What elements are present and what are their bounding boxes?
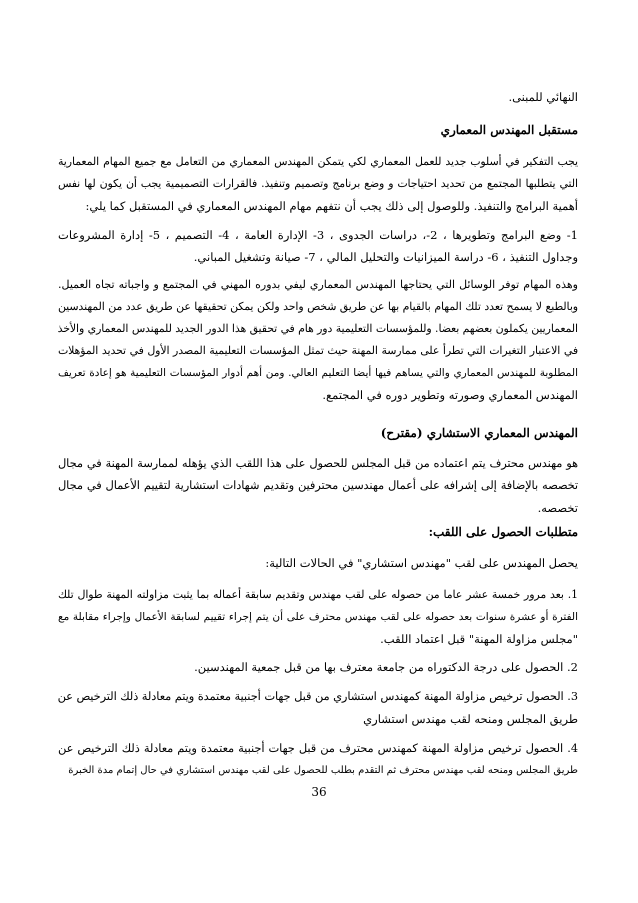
text-line: طريق المجلس ومنحه لقب مهندس استشاري bbox=[363, 712, 578, 726]
paragraph-education-role bbox=[58, 274, 578, 406]
text-line: وبالطبع لا يسمح تعدد تلك المهام بالقيام بها عن طريق شخص واحد ولكن يمكن تحقيقها عن طريق عدد من المهندسين bbox=[58, 300, 578, 313]
text-line: وجداول التنفيذ ، 6- دراسة الميزانيات والتحليل المالي ، 7- صيانة وتشغيل المباني. bbox=[193, 250, 578, 264]
text-line: التي يتطلبها المجتمع من تحديد احتياجات و وضع برنامج وتصميم وتنفيذ. فالقرارات التصميمية يجب أن يكون لها نفس bbox=[58, 177, 578, 190]
list-item-3 bbox=[58, 686, 578, 730]
text-line: 3. الحصول ترخيص مزاولة المهنة كمهندس استشاري من قبل جهات أجنبية معتمدة ويتم معادلة ذلك الترخيص عن bbox=[57, 690, 578, 703]
text-line: المهندس المعماري وصورته وتطوير دوره في المجتمع. bbox=[322, 388, 578, 402]
heading-future-architect: مستقبل المهندس المعماري bbox=[440, 123, 578, 137]
text-line: يجب التفكير في أسلوب جديد للعمل المعماري لكي يتمكن المهندس المعماري من التعامل مع جميع المهام المعمارية bbox=[58, 155, 578, 168]
page-number: 36 bbox=[311, 785, 327, 799]
list-item-1 bbox=[58, 584, 578, 650]
heading-consultant-architect: المهندس المعماري الاستشاري (مقترح) bbox=[380, 426, 578, 440]
paragraph-task-list bbox=[58, 224, 578, 268]
text-line: وهذه المهام توفر الوسائل التي يحتاجها المهندس المعماري ليفي بدوره المهني في المجتمع و واجباته تجاه العميل. bbox=[58, 278, 578, 291]
text-line: تخصصه بالإضافة إلى إشرافه على أعمال مهندسين محترفين وتقديم شهادات استشارية لتقييم الأعمال في مجال bbox=[58, 479, 578, 492]
text-line: هو مهندس محترف يتم اعتماده من قبل المجلس للحصول على هذا اللقب الذي يؤهله لممارسة المهنة في مجال bbox=[58, 457, 578, 470]
list-item-4 bbox=[58, 738, 578, 782]
text-line: 2. الحصول على درجة الدكتوراه من جامعة معترف بها من قبل جمعية المهندسين. bbox=[194, 660, 578, 674]
text-line: أهمية البرامج والتنفيذ. وللوصول إلى ذلك يجب أن نتفهم مهام المهندس المعماري في المستقبل كما يلي: bbox=[85, 199, 578, 213]
text-line: تخصصه. bbox=[537, 501, 578, 515]
text-line: "مجلس مزاولة المهنة" قبل اعتماد اللقب. bbox=[380, 632, 578, 646]
text-line: المطلوبة للمهندس المعماري والتي يساهم فيها أيضا التعليم العالي. ومن أهم أدوار المؤسسات التعليمية هو إعادة تعريف bbox=[58, 367, 578, 379]
text-line: المعماريين يكملون بعضهم بعضا. وللمؤسسات التعليمية دور هام في تحقيق هذا الدور الجديد للمهندس المعماري والأخذ bbox=[57, 322, 578, 335]
text-line: 4. الحصول ترخيص مزاولة المهنة كمهندس محترف من قبل جهات أجنبية معتمدة ويتم معادلة ذلك الترخيص عن bbox=[58, 742, 578, 755]
list-item-2 bbox=[58, 656, 578, 678]
paragraph-consultant-definition bbox=[58, 453, 578, 519]
text-line: طريق المجلس ومنحه لقب مهندس محترف ثم التقدم بطلب للحصول على لقب مهندس استشاري في حال إتمام مدة الخبرة bbox=[68, 765, 578, 776]
heading-title-requirements: متطلبات الحصول على اللقب: bbox=[428, 525, 578, 539]
text-line: 1. بعد مرور خمسة عشر عاما من حصوله على لقب مهندس وتقديم سابقة أعماله بما يثبت مزاولته المهنة طوال تلك bbox=[58, 588, 578, 601]
text-line: 1- وضع البرامج وتطويرها ، 2-، دراسات الجدوى ، 3- الإدارة العامة ، 4- التصميم ، 5- إدارة المشروعات bbox=[58, 228, 578, 242]
paragraph-new-approach bbox=[58, 151, 578, 217]
top-line: النهائي للمبنى. bbox=[508, 90, 578, 104]
text-line: في الاعتبار التغيرات التي تطرأ على ممارسة المهنة حيث تمثل المؤسسات التعليمية المصدر الأول في تحديد المؤهلات bbox=[58, 344, 578, 357]
requirements-intro: يحصل المهندس على لقب "مهندس استشاري" في الحالات التالية: bbox=[265, 556, 578, 570]
text-line: الفترة أو عشرة سنوات بعد حصوله على لقب مهندس محترف على أن يتم إجراء تقييم لسابقة الأعمال وإجراء مقابلة مع bbox=[58, 611, 578, 623]
